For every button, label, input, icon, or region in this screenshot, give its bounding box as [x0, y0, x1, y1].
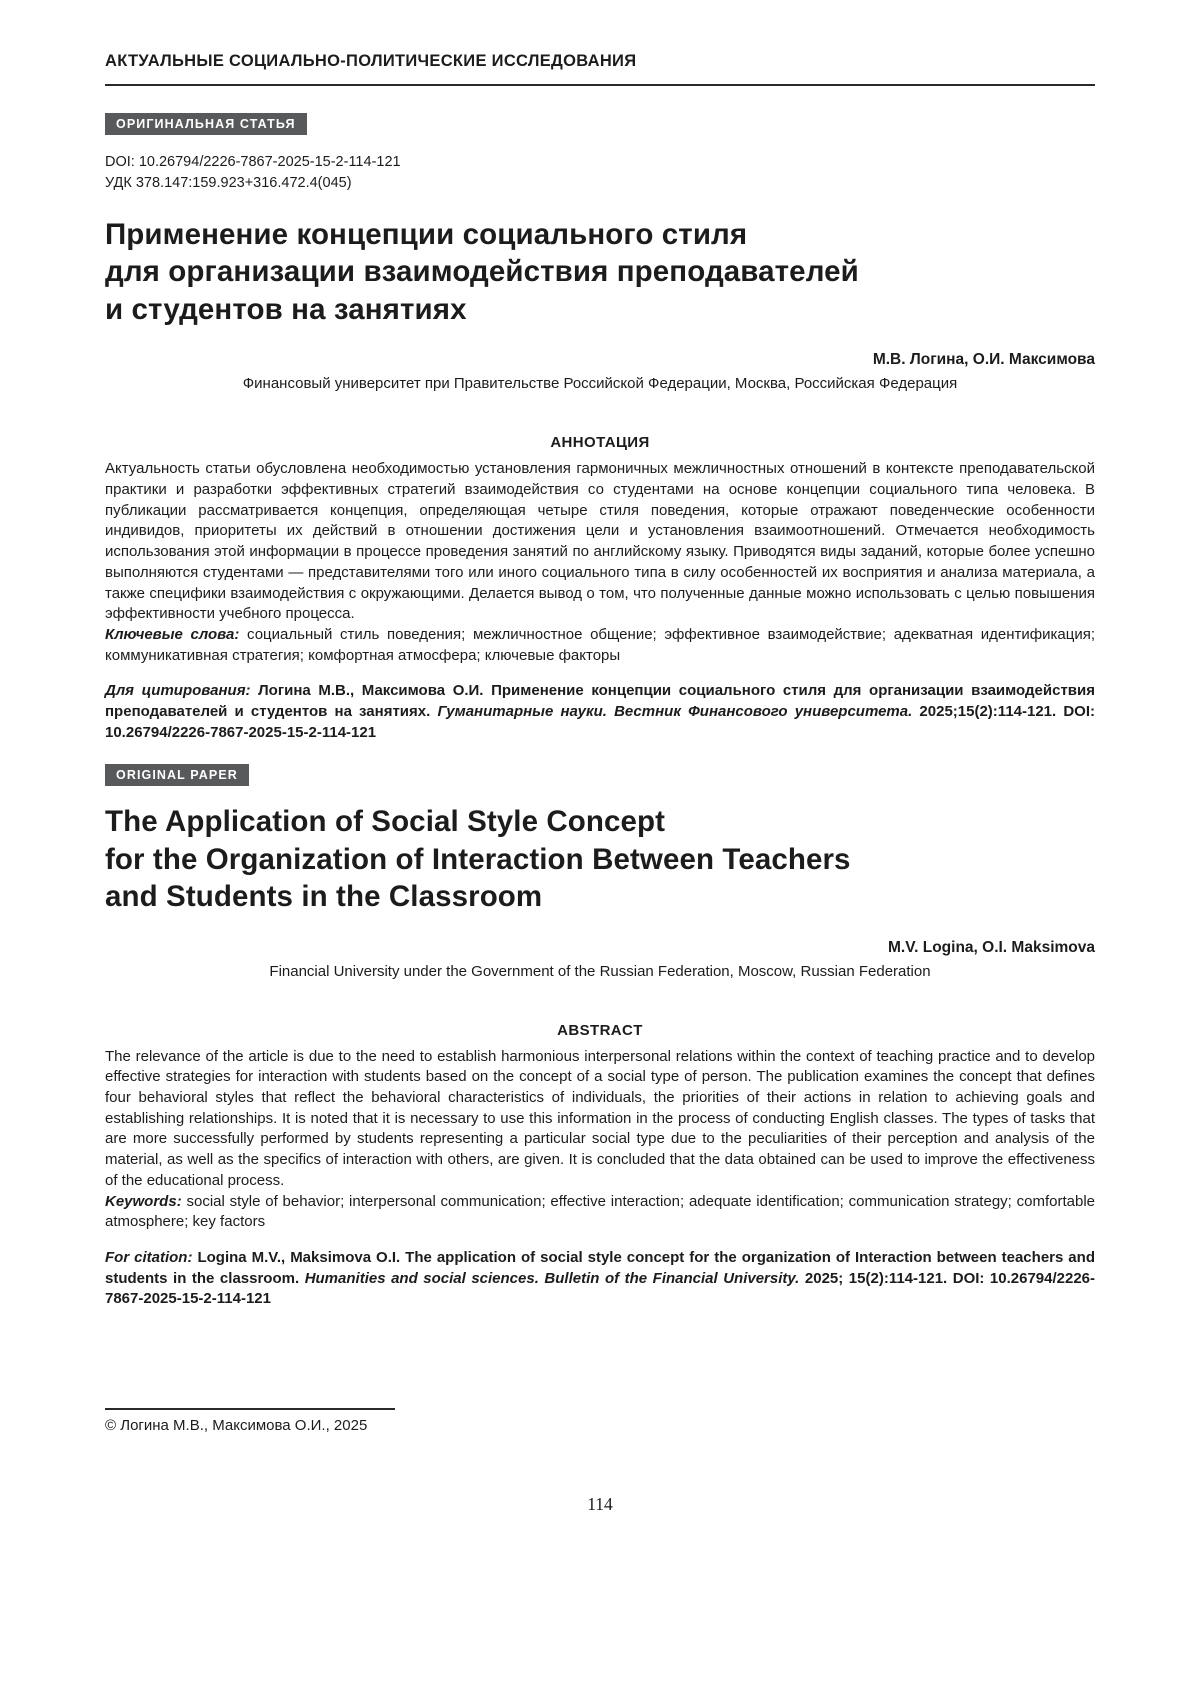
keywords-text-ru: социальный стиль поведения; межличностное общение; эффективное взаимодействие; адекватная идентификация; коммуникативная стратегия; комфортная атмосфера; ключевые факторы	[105, 625, 1096, 664]
english-section	[105, 764, 1095, 1310]
title-line: for the Organization of Interaction Between Teachers	[105, 842, 851, 876]
title-line: для организации взаимодействия преподавателей	[105, 255, 859, 289]
copyright-note: © Логина М.В., Максимова О.И., 2025	[105, 1417, 368, 1434]
authors-en: M.V. Logina, O.I. Maksimova	[887, 938, 1095, 956]
keywords-label-en: Keywords:	[105, 1192, 182, 1210]
authors-ru: М.В. Логина, О.И. Максимова	[872, 351, 1095, 369]
footnote-rule	[105, 1408, 395, 1410]
title-line: The Application of Social Style Concept	[105, 805, 666, 839]
citation-tail-en: 2025; 15(2):114-121. DOI: 10.26794/2226-7867-2025-15-2-114-121	[105, 1269, 1096, 1308]
abstract-text-en: The relevance of the article is due to the need to establish harmonious interpersonal relations within the context of teaching practice and to develop effective strategies for interaction with students based on the concept of a social type of person. The publication examines the concept that defines four behavioral styles that reflect the behavioral characteristics of individuals, the priorities of their actions in relation to achieving goals and establishing relationships. It is noted that it is necessary to use this information in the process of conducting English classes. The types of tasks that are more successfully performed by students representing a particular social type due to the peculiarities of their perception and analysis of the material, as well as the specifics of interaction with others, are given. It is concluded that the data obtained can be used to improve the effectiveness of the educational process.	[105, 1047, 1095, 1189]
abstract-heading-en: ABSTRACT	[557, 1021, 643, 1039]
citation-label-en: For citation:	[105, 1248, 193, 1266]
affiliation-en: Financial University under the Government of the Russian Federation, Moscow, Russian Federation	[269, 962, 931, 980]
title-line: и студентов на занятиях	[105, 292, 467, 326]
citation-journal-ru: Гуманитарные науки. Вестник Финансового университета.	[437, 702, 913, 720]
doi-line: DOI: 10.26794/2226-7867-2025-15-2-114-121	[105, 154, 401, 170]
citation-en	[105, 1248, 1095, 1310]
keywords-text-en: social style of behavior; interpersonal communication; effective interaction; adequate identification; communication strategy; comfortable atmosphere; key factors	[105, 1192, 1095, 1231]
abstract-heading-ru: АННОТАЦИЯ	[550, 434, 650, 452]
citation-text-ru: Логина М.В., Максимова О.И. Применение концепции социального стиля для организации взаимодействия преподавателей и студентов на занятиях.	[105, 682, 1095, 720]
keywords-ru	[105, 625, 1095, 666]
udk-line: УДК 378.147:159.923+316.472.4(045)	[105, 175, 352, 192]
abstract-text-ru: Актуальность статьи обусловлена необходимостью установления гармоничных межличностных отношений в контексте преподавательской практики и разработки эффективных стратегий взаимодействия со студентами на основе концепции социального типа человека. В публикации рассматривается концепция, определяющая четыре стиля поведения, которые отражают поведенческие особенности индивидов, приоритеты их действий в отношении достижения цели и установления взаимоотношений. Отмечается необходимость использования этой информации в процессе проведения занятий по английскому языку. Приводятся виды заданий, которые более успешно выполняются студентами — представителями того или иного социального типа в силу особенностей их восприятия и анализа материала, а также специфики взаимодействия с окружающими. Делается вывод о том, что полученные данные можно использовать с целью повышения эффективности учебного процесса.	[105, 460, 1095, 623]
keywords-label-ru: Ключевые слова:	[105, 625, 240, 643]
citation-journal-en: Humanities and social sciences. Bulletin of the Financial University.	[304, 1269, 800, 1287]
citation-ru	[105, 681, 1095, 743]
keywords-en	[105, 1192, 1095, 1233]
affiliation-ru: Финансовый университет при Правительстве Российской Федерации, Москва, Российская Федерация	[242, 375, 958, 393]
article-type-badge-ru: ОРИГИНАЛЬНАЯ СТАТЬЯ	[105, 113, 307, 135]
article-identifiers	[105, 152, 1095, 194]
copyright-footnote	[105, 1408, 395, 1434]
citation-text-en: Logina M.V., Maksimova O.I. The application of social style concept for the organization of Interaction between teachers and students in the classroom.	[105, 1248, 1095, 1287]
title-line: and Students in the Classroom	[105, 880, 543, 914]
russian-section	[105, 86, 1095, 743]
title-line: Применение концепции социального стиля	[105, 218, 748, 252]
article-type-badge-en: ORIGINAL PAPER	[105, 764, 249, 786]
running-head: АКТУАЛЬНЫЕ СОЦИАЛЬНО-ПОЛИТИЧЕСКИЕ ИССЛЕДОВАНИЯ	[105, 52, 637, 70]
article-title-ru	[105, 216, 1095, 328]
page-number: 114	[587, 1494, 613, 1514]
citation-tail-ru: 2025;15(2):114-121. DOI: 10.26794/2226-7867-2025-15-2-114-121	[105, 702, 1095, 741]
article-title-en	[105, 803, 1095, 915]
citation-label-ru: Для цитирования:	[105, 682, 251, 700]
